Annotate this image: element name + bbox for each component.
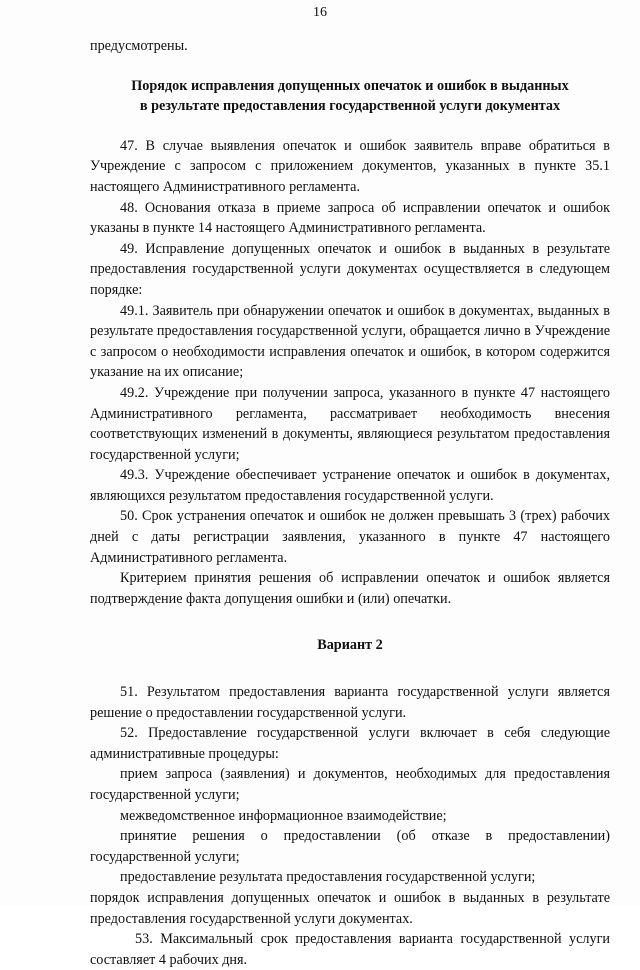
section-heading-line-2: в результате предоставления государственной услуги документах (139, 98, 561, 115)
paragraph-49-3: 49.3. Учреждение обеспечивает устранение опечаток и ошибок в документах, являющихся результатом предоставления государственной услуги. (90, 467, 610, 504)
page-number: 16 (313, 5, 327, 20)
paragraph-48: 48. Основания отказа в приеме запроса об исправлении опечаток и ошибок указаны в пункте 14 настоящего Административного регламента. (90, 199, 610, 237)
paragraph-47: 47. В случае выявления опечаток и ошибок заявитель вправе обратиться в Учреждение с запросом с приложением документов, указанных в пункте 35.1 настоящего Административного регламента. (90, 137, 610, 195)
paragraph-53: 53. Максимальный срок предоставления варианта государственной услуги составляет 4 рабочих дня. (90, 931, 610, 968)
procedure-item: порядок исправления допущенных опечаток и ошибок в выданных в результате предоставления государственной услуги документах. (90, 889, 610, 927)
section-heading-corrections (90, 76, 610, 117)
paragraph-49: 49. Исправление допущенных опечаток и ошибок в выданных в результате предоставления государственной услуги документах осуществляется в следующем порядке: (90, 240, 610, 298)
document-body (90, 36, 610, 970)
paragraph-criterion: Критерием принятия решения об исправлении опечаток и ошибок является подтверждение факта допущения ошибки и (или) опечатки. (90, 570, 610, 607)
section-heading-line-1: Порядок исправления допущенных опечаток и ошибок в выданных (131, 77, 569, 94)
paragraph-49-1: 49.1. Заявитель при обнаружении опечаток и ошибок в документах, выданных в результате предоставления государственной услуги, обращается лично в Учреждение с запросом о необходимости исправления опечаток и ошибок, в котором содержится указание на их описание; (90, 302, 610, 381)
paragraph-50: 50. Срок устранения опечаток и ошибок не должен превышать 3 (трех) рабочих дней с даты регистрации заявления, указанного в пункте 47 настоящего Административного регламента. (90, 508, 610, 566)
paragraph-52: 52. Предоставление государственной услуги включает в себя следующие административные процедуры: (90, 725, 610, 762)
procedure-item: прием запроса (заявления) и документов, необходимых для предоставления государственной услуги; (90, 766, 610, 803)
procedure-item: межведомственное информационное взаимодействие; (120, 807, 447, 824)
procedure-item: принятие решения о предоставлении (об отказе в предоставлении) государственной услуги; (90, 828, 610, 865)
paragraph-49-2: 49.2. Учреждение при получении запроса, указанного в пункте 47 настоящего Административного регламента, рассматривает необходимость внесения соответствующих изменений в документы, являющиеся результатом предоставления государственной услуги; (90, 384, 610, 463)
intro-text: предусмотрены. (90, 38, 188, 54)
paragraph-51: 51. Результатом предоставления варианта государственной услуги является решение о предоставлении государственной услуги. (90, 684, 610, 721)
section-heading-variant-2: Вариант 2 (317, 637, 383, 654)
procedure-item: предоставление результата предоставления государственной услуги; (120, 869, 536, 886)
